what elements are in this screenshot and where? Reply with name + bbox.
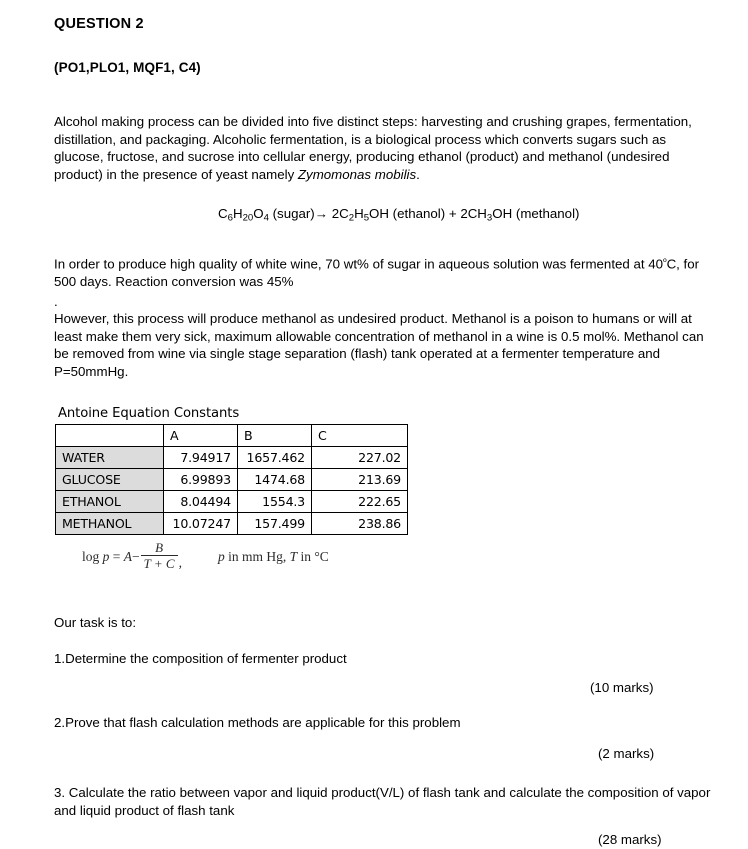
task-marks-3: (28 marks) xyxy=(598,832,662,848)
eq-reactant-o: O xyxy=(253,206,264,222)
eq-sub-20: 20 xyxy=(242,212,254,224)
table-row xyxy=(56,469,408,491)
stray-period: . xyxy=(54,293,58,309)
task-item-2: 2.Prove that flash calculation methods are applicable for this problem xyxy=(54,715,461,731)
water-a: 7.94917 xyxy=(164,447,238,469)
row-label-methanol: METHANOL xyxy=(56,513,164,535)
formula-A: A xyxy=(123,549,133,565)
degree-symbol: º xyxy=(663,257,667,269)
row-label-ethanol: ETHANOL xyxy=(56,491,164,513)
table-row xyxy=(56,513,408,535)
formula-lhs xyxy=(82,549,140,565)
conditions-paragraph xyxy=(54,254,714,291)
conditions-text-post: C, for 500 days. Reaction conversion was 45% xyxy=(54,256,700,290)
page-title: QUESTION 2 xyxy=(54,16,144,32)
ethanol-b: 1554.3 xyxy=(238,491,312,513)
eq-p1-sub-5: 5 xyxy=(363,212,370,224)
eq-product2-label: OH (methanol) xyxy=(492,206,580,222)
question-codes: (PO1,PLO1, MQF1, C4) xyxy=(54,60,201,75)
eq-product1-label: OH (ethanol) + xyxy=(369,206,461,222)
formula-note-pressure-units: in mm Hg, xyxy=(228,549,287,565)
intro-text: Alcohol making process can be divided into five distinct steps: harvesting and crushing grapes, fermentation, distillation, and packaging. Alcoholic fermentation, is a biological process which converts sugars such as glucose, fructose, and sucrose into cellular energy, producing ethanol (product) and methanol (undesired product) in the presence of yeast namely xyxy=(54,114,692,182)
intro-period: . xyxy=(416,166,420,182)
formula-units-note xyxy=(218,549,329,565)
eq-product1-coeff: 2C xyxy=(331,206,349,222)
eq-p2-sub-3: 3 xyxy=(486,212,493,224)
antoine-formula xyxy=(54,542,714,572)
formula-note-temp-units: in °C xyxy=(300,549,329,565)
antoine-constants-table xyxy=(55,424,408,535)
formula-fraction xyxy=(141,541,178,571)
table-row xyxy=(56,447,408,469)
formula-numerator: B xyxy=(155,540,164,556)
glucose-a: 6.99893 xyxy=(164,469,238,491)
document-content xyxy=(54,14,714,849)
tasks-intro: Our task is to: xyxy=(54,615,137,631)
glucose-b: 1474.68 xyxy=(238,469,312,491)
methanol-paragraph: However, this process will produce methanol as undesired product. Methanol is a poison to humans or will at least make them very sick, maximum allowable concentration of methanol in a wine is 0.5 mol%. Methanol can be removed from wine via single stage separation (flash) tank operated at a fermenter temperature and P=50mmHg. xyxy=(54,310,704,379)
formula-p: p xyxy=(102,549,110,565)
header-c: C xyxy=(312,425,408,447)
task-item-1: 1.Determine the composition of fermenter product xyxy=(54,650,347,666)
methanol-c: 238.86 xyxy=(312,513,408,535)
table-header-row xyxy=(56,425,408,447)
ethanol-c: 222.65 xyxy=(312,491,408,513)
task-marks-2: (2 marks) xyxy=(598,745,655,761)
water-c: 227.02 xyxy=(312,447,408,469)
ethanol-a: 8.04494 xyxy=(164,491,238,513)
formula-note-T: T xyxy=(289,549,298,565)
methanol-a: 10.07247 xyxy=(164,513,238,535)
header-a: A xyxy=(164,425,238,447)
glucose-c: 213.69 xyxy=(312,469,408,491)
eq-sub-6: 6 xyxy=(227,212,233,224)
intro-paragraph xyxy=(54,113,714,183)
eq-product2-coeff: 2CH xyxy=(460,206,487,222)
formula-note-p: p xyxy=(217,549,225,565)
row-label-water: WATER xyxy=(56,447,164,469)
formula-log: log xyxy=(82,549,100,565)
species-name: Zymomonas mobilis xyxy=(297,166,417,182)
eq-reactant-h: H xyxy=(232,206,243,222)
header-b: B xyxy=(238,425,312,447)
task-marks-1: (10 marks) xyxy=(590,679,654,695)
eq-arrow: → xyxy=(314,206,332,222)
conditions-text-pre: In order to produce high quality of white wine, 70 wt% of sugar in aqueous solution was fermented at 40 xyxy=(54,256,664,272)
formula-equals: = xyxy=(109,549,124,565)
eq-p1-h: H xyxy=(354,206,364,222)
formula-denominator: T + C xyxy=(141,555,178,571)
table-caption: Antoine Equation Constants xyxy=(58,406,240,422)
eq-p1-sub-2: 2 xyxy=(348,212,355,224)
eq-reactant-c: C xyxy=(218,206,228,222)
formula-comma: , xyxy=(178,555,182,571)
row-label-glucose: GLUCOSE xyxy=(56,469,164,491)
formula-minus: − xyxy=(132,549,140,565)
eq-reactant-label: (sugar) xyxy=(268,206,315,222)
task-item-3: 3. Calculate the ratio between vapor and liquid product(V/L) of flash tank and calculate the composition of vapor and liquid product of flash tank xyxy=(54,785,711,818)
table-row xyxy=(56,491,408,513)
water-b: 1657.462 xyxy=(238,447,312,469)
eq-sub-4: 4 xyxy=(263,212,269,224)
chemical-equation xyxy=(54,205,714,227)
header-blank xyxy=(56,425,164,447)
methanol-b: 157.499 xyxy=(238,513,312,535)
